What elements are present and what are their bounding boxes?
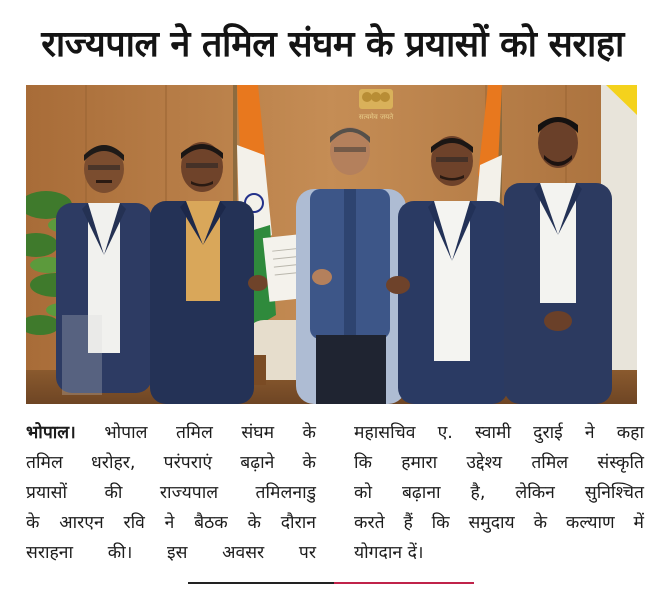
- article-column-right: [354, 418, 644, 568]
- article-body: [26, 418, 644, 586]
- emblem-caption: सत्यमेव जयते: [358, 113, 394, 121]
- article-line: के आरएन रवि ने बैठक के दौरान: [26, 513, 316, 533]
- photo-illustration: [26, 85, 637, 404]
- article-line-text: भोपाल तमिल संघम के: [104, 423, 316, 443]
- article-line: को बढ़ाना है, लेकिन सुनिश्चित: [354, 483, 644, 503]
- article-line: प्रयासों की राज्यपाल तमिलनाडु: [26, 483, 316, 503]
- dateline: भोपाल।: [26, 423, 76, 443]
- article-line: महासचिव ए. स्वामी दुराई ने कहा: [354, 423, 644, 443]
- article-line: तमिल धरोहर, परंपराएं बढ़ाने के: [26, 453, 316, 473]
- article-line: [26, 418, 316, 448]
- article-column-left: [26, 418, 316, 568]
- article-line: सराहना की। इस अवसर पर: [26, 543, 316, 563]
- article-line: कि हमारा उद्देश्य तमिल संस्कृति: [354, 453, 644, 473]
- footer-rule-black: [188, 582, 334, 584]
- headline: राज्यपाल ने तमिल संघम के प्रयासों को सराहा: [41, 24, 624, 65]
- article-line: करते हैं कि समुदाय के कल्याण में: [354, 513, 644, 533]
- footer-rule-red: [334, 582, 474, 584]
- news-photo: [26, 85, 637, 404]
- emblem-icon: [359, 89, 393, 109]
- article-line: योगदान दें।: [354, 543, 424, 563]
